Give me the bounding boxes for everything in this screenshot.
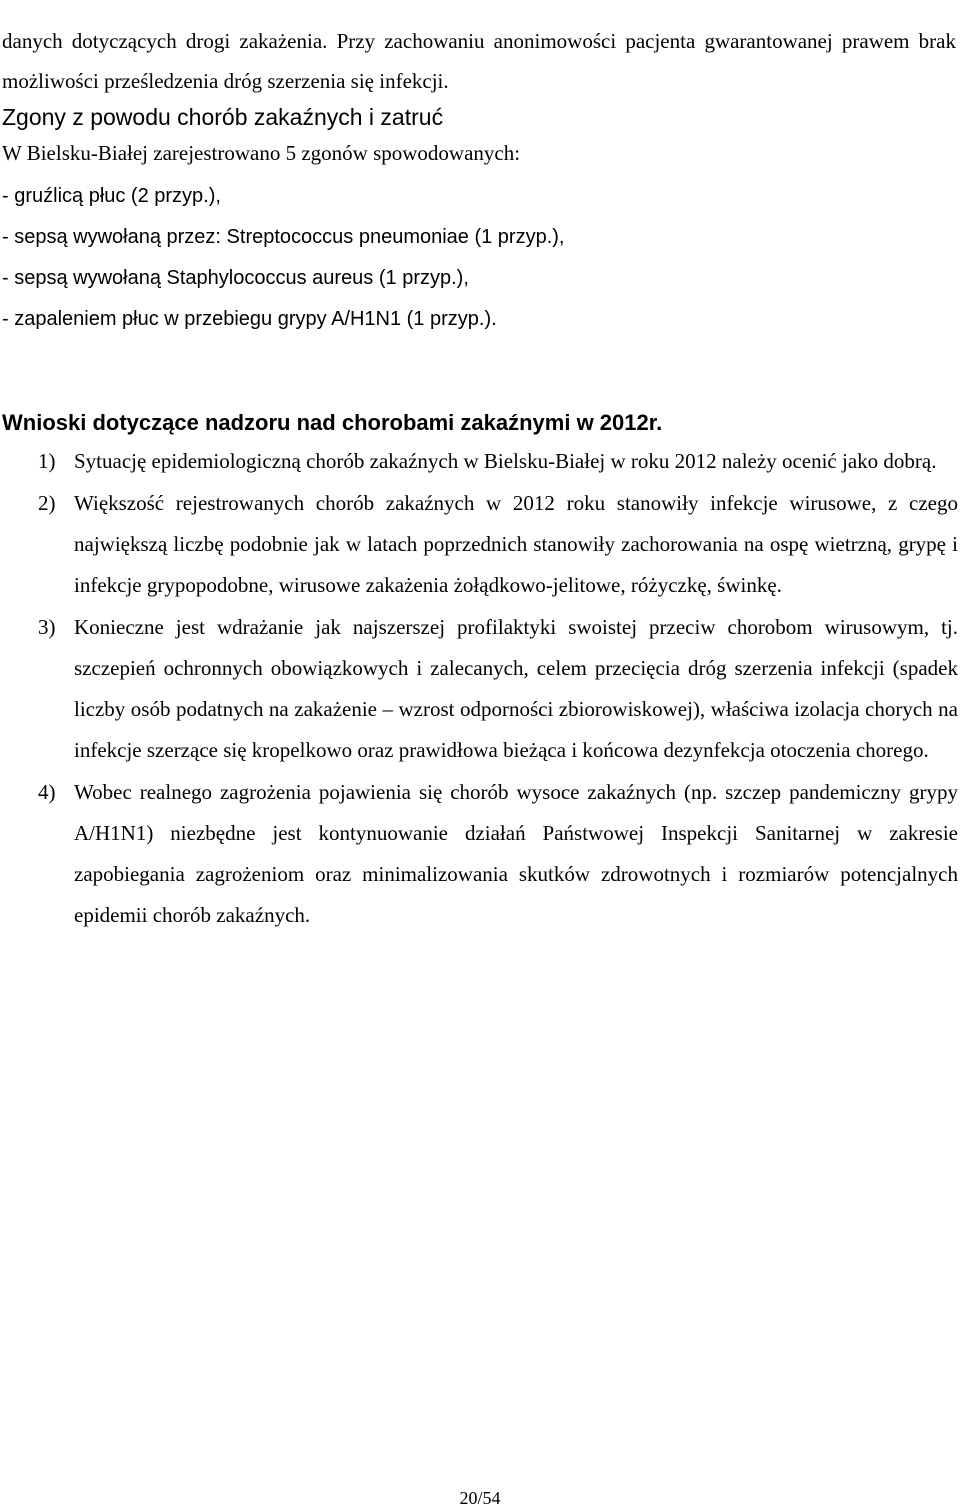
- conclusions-list: [38, 441, 958, 937]
- item-number: 1): [38, 449, 56, 473]
- item-number: 2): [38, 491, 56, 515]
- conclusion-item: [38, 772, 958, 936]
- conclusions-heading: Wnioski dotyczące nadzoru nad chorobami zakaźnymi w 2012r.: [2, 410, 663, 435]
- item-number: 4): [38, 780, 56, 804]
- conclusion-item: [38, 607, 958, 771]
- page-number: 20/54: [459, 1488, 501, 1508]
- deaths-list: [2, 181, 565, 345]
- list-item: - sepsą wywołaną przez: Streptococcus pneumoniae (1 przyp.),: [2, 226, 565, 248]
- list-item: - zapaleniem płuc w przebiegu grypy A/H1N1 (1 przyp.).: [2, 308, 497, 330]
- deaths-heading: Zgony z powodu chorób zakaźnych i zatruć: [2, 104, 444, 130]
- list-item: - sepsą wywołaną Staphylococcus aureus (1 przyp.),: [2, 267, 469, 289]
- item-text: Sytuację epidemiologiczną chorób zakaźnych w Bielsku-Białej w roku 2012 należy ocenić jako dobrą.: [74, 449, 937, 473]
- conclusion-item: [38, 441, 958, 482]
- item-text: Większość rejestrowanych chorób zakaźnych w 2012 roku stanowiły infekcje wirusowe, z czego największą liczbę podobnie jak w latach poprzednich stanowiły zachorowania na ospę wietrzną, grypę i infekcje grypopodobne, wirusowe zakażenia żołądkowo-jelitowe, różyczkę, świnkę.: [74, 491, 958, 597]
- list-item: - gruźlicą płuc (2 przyp.),: [2, 185, 221, 207]
- item-text: Konieczne jest wdrażanie jak najszerszej profilaktyki swoistej przeciw chorobom wirusowym, tj. szczepień ochronnych obowiązkowych i zalecanych, celem przecięcia dróg szerzenia infekcji (spadek liczby osób podatnych na zakażenie – wzrost odporności zbiorowiskowej), właściwa izolacja chorych na infekcje szerzące się kropelkowo oraz prawidłowa bieżąca i końcowa dezynfekcja otoczenia chorego.: [74, 615, 958, 762]
- conclusion-item: [38, 483, 958, 606]
- item-number: 3): [38, 615, 56, 639]
- deaths-intro-text: W Bielsku-Białej zarejestrowano 5 zgonów spowodowanych:: [2, 141, 521, 165]
- item-text: Wobec realnego zagrożenia pojawienia się chorób wysoce zakaźnych (np. szczep pandemiczny grypy A/H1N1) niezbędne jest kontynuowanie działań Państwowej Inspekcji Sanitarnej w zakresie zapobiegania zagrożeniom oraz minimalizowania skutków zdrowotnych i rozmiarów potencjalnych epidemii chorób zakaźnych.: [74, 780, 958, 927]
- intro-paragraph: danych dotyczących drogi zakażenia. Przy zachowaniu anonimowości pacjenta gwarantowanej prawem brak możliwości prześledzenia dróg szerzenia się infekcji.: [2, 29, 956, 93]
